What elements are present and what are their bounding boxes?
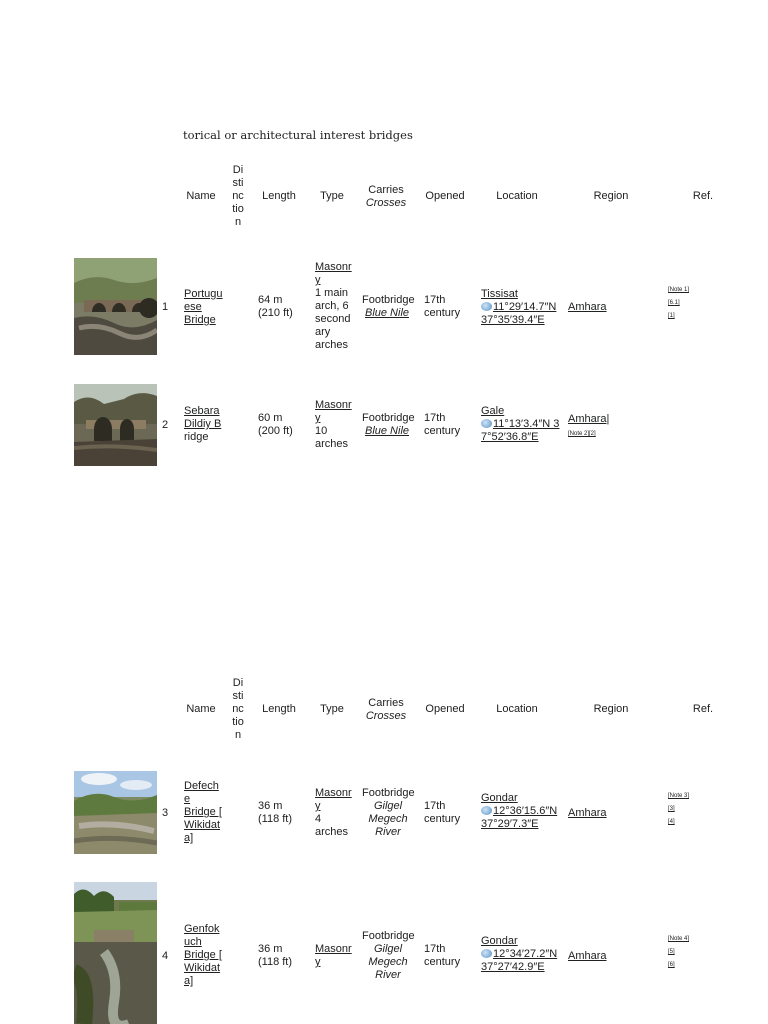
header-ref: Ref. [692,190,714,202]
row-number: 1 [162,301,169,313]
ref-link[interactable]: [4] [668,819,675,825]
ref-link[interactable]: [Note 1] [668,287,690,293]
carries-crosses: Footbridge Gilgel Megech River [362,930,415,981]
bridge-photo[interactable] [74,384,157,466]
bridge-length: 64 m (210 ft) [258,294,293,319]
region [568,413,609,439]
opened: 17th century [424,800,461,825]
ref-link[interactable]: [3] [668,806,675,812]
table-caption: torical or architectural interest bridges [183,128,413,142]
coordinates-link-cont[interactable]: 7°52′36.8″E [481,431,539,443]
bridge-type: Masonr y 4 arches [315,787,352,838]
header-region: Region [593,703,629,715]
opened: 17th century [424,294,461,319]
bridge-name-link[interactable]: Defech e Bridge [ Wikidat a] [184,780,222,844]
header-opened: Opened [425,703,465,715]
region-link[interactable]: Amhara [568,950,607,962]
header-location: Location [496,703,538,715]
coordinates-link[interactable]: 11°29′14.7″N [481,301,563,314]
region-link[interactable]: Amhara [568,807,607,819]
location [481,792,563,831]
ref-link[interactable]: [1] [668,313,675,319]
header-opened: Opened [425,190,465,202]
carries-crosses: Footbridge Blue Nile [362,294,415,319]
bridge-photo[interactable] [74,258,157,355]
coordinates-link-cont[interactable]: 37°29′7.3″E [481,818,539,830]
globe-icon [481,419,492,428]
header-length: Length [262,190,296,202]
references [668,287,689,326]
type-link[interactable]: Masonr y [315,787,352,812]
river-link[interactable]: Blue Nile [364,425,410,437]
header-carries-crosses: Carries Crosses [365,697,407,722]
coordinates-link[interactable]: 12°36′15.6″N [481,805,563,818]
bridge-photo[interactable] [74,882,157,1024]
type-link[interactable]: Masonr y [315,399,352,424]
row-number: 3 [162,807,169,819]
header-type: Type [320,190,344,202]
header-distinction: Di sti nc tio n [232,677,244,741]
ref-link[interactable]: [6] [668,962,675,968]
bridge-name-link[interactable]: Genfok uch Bridge [ Wikidat a] [184,923,222,987]
header-distinction: Di sti nc tio n [232,164,244,228]
bridge-type: Masonr y 1 main arch, 6 second ary arches [315,261,352,351]
bridge-name-link[interactable]: Portugu ese Bridge [184,288,223,326]
header-length: Length [262,703,296,715]
coordinates-link-cont[interactable]: 37°35′39.4″E [481,314,545,326]
carries-crosses: Footbridge Gilgel Megech River [362,787,415,838]
coordinates-link[interactable]: 12°34′27.2″N [481,948,563,961]
header-name: Name [186,190,216,202]
river-link[interactable]: Blue Nile [364,307,410,319]
location [481,288,563,327]
bridge-length: 36 m (118 ft) [258,800,293,825]
header-ref: Ref. [692,703,714,715]
bridge-photo[interactable] [74,771,157,854]
header-location: Location [496,190,538,202]
opened: 17th century [424,943,461,968]
globe-icon [481,806,492,815]
references [668,936,689,975]
region-link[interactable]: Amhara| [568,413,610,425]
ref-link[interactable]: [Note 3] [668,793,690,799]
ref-link[interactable]: [6.1] [668,300,680,306]
row-number: 2 [162,419,169,431]
header-region: Region [593,190,629,202]
row-number: 4 [162,950,169,962]
ref-link[interactable]: [5] [668,949,675,955]
region-link[interactable]: Amhara [568,301,607,313]
header-type: Type [320,703,344,715]
opened: 17th century [424,412,461,437]
coordinates-link[interactable]: 11°13′3.4″N 3 [481,418,563,431]
bridge-type [315,943,353,969]
type-link[interactable]: Masonr y [315,261,352,286]
carries-crosses: Footbridge Blue Nile [362,412,415,437]
location-link[interactable]: Gondar [481,792,518,804]
bridge-length: 36 m (118 ft) [258,943,293,968]
ref-link[interactable]: [Note 4] [668,936,690,942]
location-link[interactable]: Tissisat [481,288,518,300]
location [481,405,563,444]
header-carries-crosses: Carries Crosses [365,184,407,209]
ref-link[interactable]: [Note 2][2] [568,431,596,437]
globe-icon [481,949,492,958]
type-link[interactable]: Masonr y [315,943,352,968]
references [668,793,689,832]
location-link[interactable]: Gondar [481,935,518,947]
bridge-length: 60 m (200 ft) [258,412,293,437]
header-name: Name [186,703,216,715]
coordinates-link-cont[interactable]: 37°27′42.9″E [481,961,545,973]
location [481,935,563,974]
location-link[interactable]: Gale [481,405,505,417]
globe-icon [481,302,492,311]
bridge-type: Masonr y 10 arches [315,399,352,450]
bridge-name-link[interactable]: Sebara Dildiy B ridge [184,405,222,443]
